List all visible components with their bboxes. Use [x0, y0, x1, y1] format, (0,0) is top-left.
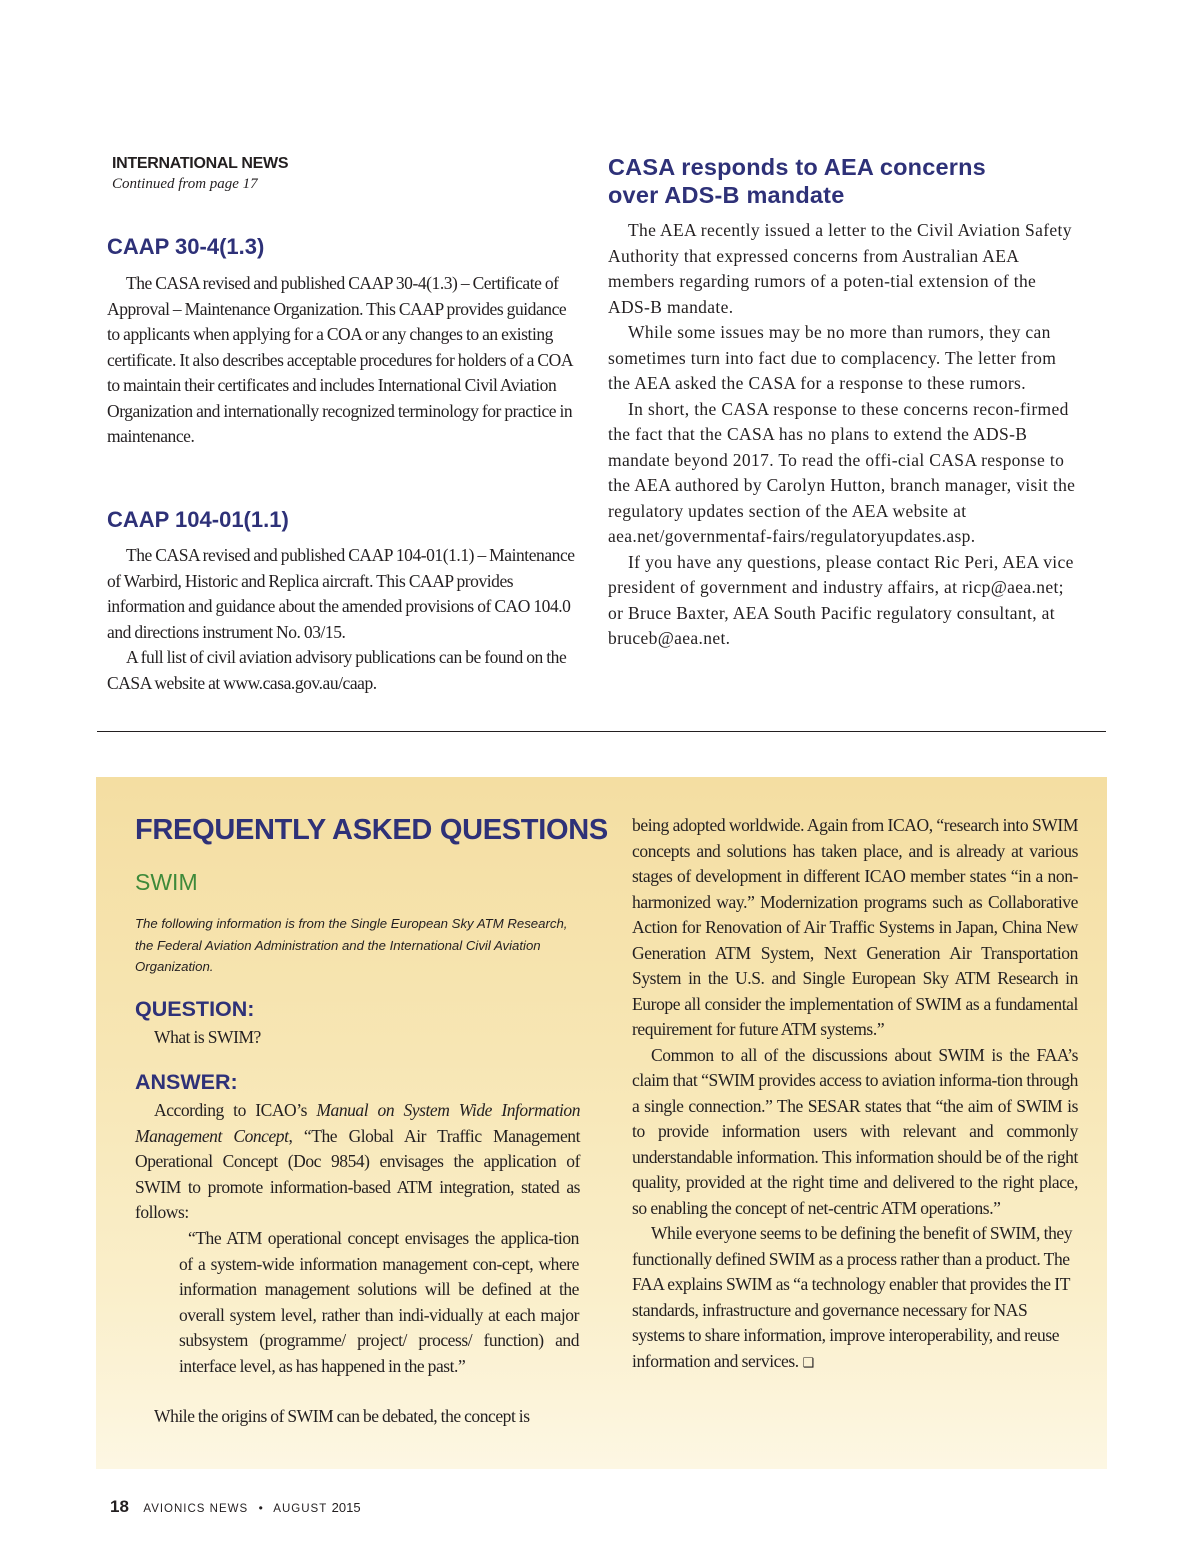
caap30-body	[107, 271, 577, 450]
casa-article-body	[608, 218, 1080, 652]
faq-title: FREQUENTLY ASKED QUESTIONS	[135, 814, 608, 846]
casa-paragraph: While some issues may be no more than rumors, they can sometimes turn into fact due to complacency. The letter from the AEA asked the CASA for a response to these rumors.	[608, 322, 1057, 393]
footer-separator: •	[258, 1501, 263, 1515]
answer-intro	[135, 1098, 580, 1226]
caap30-paragraph: The CASA revised and published CAAP 30-4(1.3) – Certificate of Approval – Maintenance Organization. This CAAP provides guidance to applicants when applying for a COA or any changes to an existing certificate. It also describes acceptable procedures for holders of a COA to maintain their certificates and includes International Civil Aviation Organization and internationally recognized terminology for practice in maintenance.	[107, 273, 573, 446]
issue-year: 2015	[331, 1500, 361, 1515]
section-divider	[97, 731, 1106, 732]
issue-month: AUGUST	[273, 1503, 328, 1515]
page-number: 18	[110, 1497, 129, 1516]
publication-name: AVIONICS NEWS	[143, 1503, 249, 1515]
caap104-paragraph: A full list of civil aviation advisory publications can be found on the CASA website at www.casa.gov.au/caap.	[107, 647, 567, 693]
question-text	[135, 1025, 580, 1051]
casa-paragraph: In short, the CASA response to these concerns recon-firmed the fact that the CASA has no plans to extend the ADS-B mandate beyond 2017. To read the offi-cial CASA response to the AEA authored by Carolyn Hutton, branch manager, visit the regulatory updates section of the AEA website at aea.net/governmentaf-fairs/regulatoryupdates.asp.	[608, 398, 1076, 546]
continued-note: Continued from page 17	[112, 176, 258, 192]
question-label: QUESTION:	[135, 997, 255, 1021]
manual-title: Manual on System Wide Information Management Concept	[135, 1100, 580, 1146]
answer-paragraph: While the origins of SWIM can be debated, the concept is	[154, 1406, 530, 1426]
answer-p1-end: , “The Global Air Traffic Management Operational Concept (Doc 9854) envisages the application of SWIM to promote information-based ATM integration, stated as follows:	[135, 1125, 580, 1222]
page-footer	[110, 1497, 361, 1517]
faq-right-column	[632, 813, 1078, 1376]
question: What is SWIM?	[154, 1027, 261, 1047]
casa-paragraph: The AEA recently issued a letter to the Civil Aviation Safety Authority that expressed concerns from Australian AEA members regarding rumors of a poten-tial extension of the ADS-B mandate.	[608, 220, 1072, 317]
faq-subtitle: SWIM	[135, 869, 198, 895]
answer-p4-text: While everyone seems to be defining the benefit of SWIM, they functionally defined SWIM as a process rather than a product. The FAA explains SWIM as “a technology enabler that provides the IT standards, infrastructure and governance necessary for NAS systems to share information, improve interoperability, and reuse information and services.	[632, 1223, 1073, 1371]
faq-intro: The following information is from the Single European Sky ATM Research, the Federal Aviation Administration and the International Civil Aviation Organization.	[135, 916, 568, 974]
end-mark-icon: ❑	[802, 1355, 814, 1371]
casa-heading-line2: over ADS-B mandate	[608, 182, 845, 208]
casa-heading-line1: CASA responds to AEA concerns	[608, 154, 986, 180]
block-quote	[179, 1226, 579, 1379]
answer-p1-start: According to ICAO’s	[154, 1100, 317, 1120]
caap104-body	[107, 543, 577, 696]
quote-text: “The ATM operational concept envisages the applica-tion of a system-wide information management con-cept, where information management solutions will be defined at the overall system level, rather than indi-vidually at each major subsystem (programme/ project/ process/ function) and interface level, as has happened in the past.”	[179, 1228, 579, 1376]
answer-paragraph	[135, 1098, 580, 1226]
answer-continued-left	[135, 1404, 580, 1430]
answer-paragraph	[632, 1221, 1078, 1376]
section-label: INTERNATIONAL NEWS	[112, 155, 289, 172]
answer-label: ANSWER:	[135, 1070, 238, 1094]
casa-paragraph: If you have any questions, please contact Ric Peri, AEA vice president of government and industry affairs, at ricp@aea.net; or Bruce Baxter, AEA South Pacific regulatory consultant, at bruceb@aea.net.	[608, 551, 1074, 648]
answer-paragraph: Common to all of the discussions about SWIM is the FAA’s claim that “SWIM provides access to aviation informa-tion through a single connection.” The SESAR states that “the aim of SWIM is to provide information users with relevant and commonly understandable information. This information should be of the right quality, provided at the right time and delivered to the right place, so enabling the concept of net-centric ATM operations.”	[632, 1044, 1078, 1218]
casa-article-heading	[608, 153, 1078, 209]
answer-paragraph: being adopted worldwide. Again from ICAO, “research into SWIM concepts and solutions has taken place, and is already at various stages of development in different ICAO member states “in a non-harmonized way.” Modernization programs such as Collaborative Action for Renovation of Air Traffic Systems in Japan, China New Generation ATM System, Next Generation Air Transportation System in the U.S. and Single European Sky ATM Research in Europe all consider the implementation of SWIM as a fundamental requirement for future ATM systems.”	[632, 815, 1078, 1039]
caap104-heading: CAAP 104-01(1.1)	[107, 507, 289, 532]
caap30-heading: CAAP 30-4(1.3)	[107, 234, 265, 259]
caap104-paragraph: The CASA revised and published CAAP 104-01(1.1) – Maintenance of Warbird, Historic and Replica aircraft. This CAAP provides information and guidance about the amended provisions of CAO 104.0 and directions instrument No. 03/15.	[107, 545, 575, 642]
